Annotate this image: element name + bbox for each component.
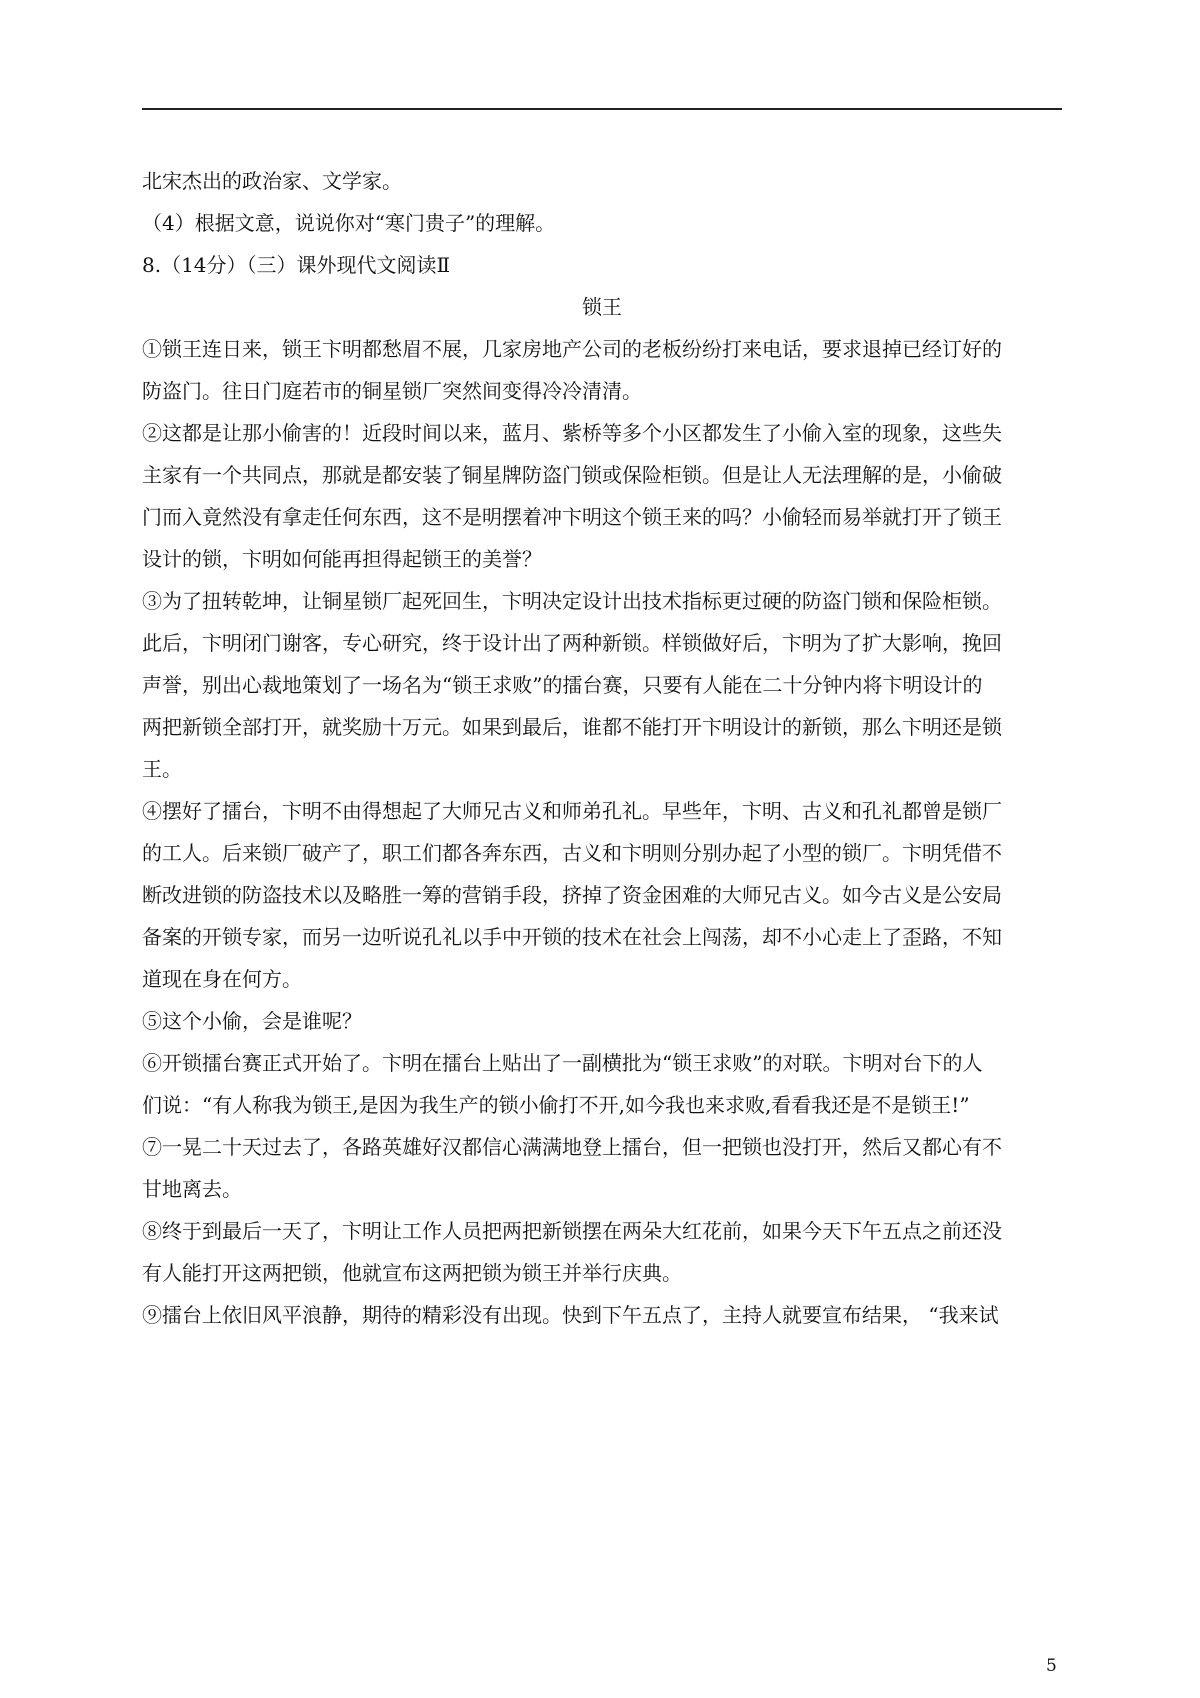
paragraph-line: 有人能打开这两把锁，他就宣布这两把锁为锁王并举行庆典。	[142, 1261, 682, 1285]
paragraph-line: 断改进锁的防盗技术以及略胜一筹的营销手段，挤掉了资金困难的大师兄古义。如今古义是公安局	[142, 883, 1002, 907]
paragraph-line: ⑨擂台上依旧风平浪静，期待的精彩没有出现。快到下午五点了，主持人就要宣布结果， “我来试	[142, 1303, 999, 1327]
section-heading: 8.（14分）（三）课外现代文阅读Ⅱ	[142, 253, 451, 277]
paragraph-line: 王。	[142, 757, 182, 781]
paragraph-line: 甘地离去。	[142, 1177, 242, 1201]
paragraph-line: ⑧终于到最后一天了，卞明让工作人员把两把新锁摆在两朵大红花前，如果今天下午五点之前还没	[142, 1219, 1002, 1243]
paragraph-line: 此后，卞明闭门谢客，专心研究，终于设计出了两种新锁。样锁做好后，卞明为了扩大影响，挽回	[142, 631, 1002, 655]
paragraph-line: ③为了扭转乾坤，让铜星锁厂起死回生，卞明决定设计出技术指标更过硬的防盗门锁和保险柜锁。	[142, 589, 1002, 613]
paragraph-line: 门而入竟然没有拿走任何东西，这不是明摆着冲卞明这个锁王来的吗？小偷轻而易举就打开了锁王	[142, 505, 1002, 529]
paragraph-line: ④摆好了擂台，卞明不由得想起了大师兄古义和师弟孔礼。早些年，卞明、古义和孔礼都曾是锁厂	[142, 799, 1002, 823]
question-4: （4）根据文意，说说你对“寒门贵子”的理解。	[142, 211, 556, 235]
paragraph-line: 两把新锁全部打开，就奖励十万元。如果到最后，谁都不能打开卞明设计的新锁，那么卞明还是锁	[142, 715, 1002, 739]
page-number: 5	[1046, 1656, 1057, 1676]
paragraph-line: 们说：“有人称我为锁王,是因为我生产的锁小偷打不开,如今我也来求败,看看我还是不是锁王!”	[142, 1093, 970, 1117]
paragraph-line: 道现在身在何方。	[142, 967, 302, 991]
text-line: 北宋杰出的政治家、文学家。	[142, 169, 402, 193]
paragraph-line: ⑥开锁擂台赛正式开始了。卞明在擂台上贴出了一副横批为“锁王求败”的对联。卞明对台下的人	[142, 1051, 983, 1075]
header-rule	[142, 108, 1062, 110]
paragraph-line: ⑦一晃二十天过去了，各路英雄好汉都信心满满地登上擂台，但一把锁也没打开，然后又都心有不	[142, 1135, 1002, 1159]
paragraph-line: 防盗门。往日门庭若市的铜星锁厂突然间变得冷冷清清。	[142, 379, 642, 403]
paragraph-line: 声誉，别出心裁地策划了一场名为“锁王求败”的擂台赛，只要有人能在二十分钟内将卞明设计的	[142, 673, 983, 697]
paragraph-line: ①锁王连日来，锁王卞明都愁眉不展，几家房地产公司的老板纷纷打来电话，要求退掉已经订好的	[142, 337, 1002, 361]
paragraph-line: 设计的锁，卞明如何能再担得起锁王的美誉？	[142, 547, 542, 571]
paragraph-line: ⑤这个小偷，会是谁呢？	[142, 1009, 362, 1033]
paragraph-line: 主家有一个共同点，那就是都安装了铜星牌防盗门锁或保险柜锁。但是让人无法理解的是，小偷破	[142, 463, 1002, 487]
paragraph-line: ②这都是让那小偷害的！近段时间以来，蓝月、紫桥等多个小区都发生了小偷入室的现象，这些失	[142, 421, 1002, 445]
paragraph-line: 备案的开锁专家，而另一边听说孔礼以手中开锁的技术在社会上闯荡，却不小心走上了歪路，不知	[142, 925, 1002, 949]
paragraph-line: 的工人。后来锁厂破产了，职工们都各奔东西，古义和卞明则分别办起了小型的锁厂。卞明凭借不	[142, 841, 1002, 865]
article-title: 锁王	[582, 295, 622, 319]
document-body	[142, 160, 1062, 1336]
